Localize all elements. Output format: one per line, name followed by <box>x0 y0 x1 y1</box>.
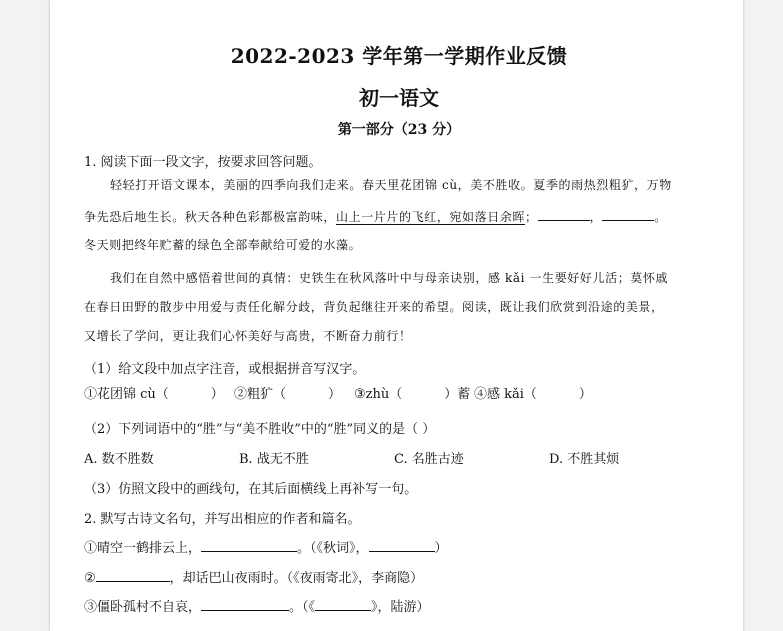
passage-1-line-1: 轻轻打开语文课本，美丽的四季向我们走来。春天里花团锦 cù，美不胜收。夏季的雨热烈粗犷，万物 <box>110 178 672 192</box>
sub1-item-3: ③zhù（ ）蓄 <box>354 387 471 402</box>
underlined-sentence: 山上一片片的飞红，宛如落日余晖 <box>336 210 526 224</box>
section-heading: 第一部分（23 分） <box>337 122 461 138</box>
document-subtitle: 初一语文 <box>359 86 439 110</box>
passage-punct: ， <box>589 210 603 224</box>
document-page <box>50 0 743 631</box>
passage-1-line-2 <box>84 208 667 225</box>
passage-2-line-1: 我们在自然中感悟着世间的真情：史铁生在秋风落叶中与母亲诀别，感 kǎi 一生要好好儿活；莫怀戚 <box>110 271 669 285</box>
answer-blank[interactable] <box>96 569 170 582</box>
option-b[interactable]: B. 战无不胜 <box>239 452 309 467</box>
q1-prompt: 1. 阅读下面一段文字，按要求回答问题。 <box>84 155 322 170</box>
sub1-item-4: ④感 kǎi（ ） <box>474 387 592 402</box>
answer-blank[interactable] <box>538 208 590 221</box>
q2-line-1: ①晴空一鹤排云上， 。（《秋词》， ） <box>84 541 448 556</box>
q1-sub1-prompt: （1）给文段中加点字注音，或根据拼音写汉字。 <box>84 362 366 377</box>
option-c[interactable]: C. 名胜古迹 <box>394 452 464 467</box>
answer-blank[interactable] <box>602 208 654 221</box>
passage-2-line-3: 又增长了学问，更让我们心怀美好与高贵，不断奋力前行！ <box>84 329 412 343</box>
document-title: 2022-2023 学年第一学期作业反馈 <box>230 44 568 68</box>
answer-blank[interactable] <box>315 598 371 611</box>
passage-punct: ； <box>525 210 538 224</box>
q1-sub3-prompt: （3）仿照文段中的画线句，在其后面横线上再补写一句。 <box>84 482 418 497</box>
q2-line-2: ② ，却话巴山夜雨时。（《夜雨寄北》，李商隐） <box>84 571 424 586</box>
sub1-item-1: ①花团锦 cù（ ） <box>84 387 224 402</box>
sub1-item-2: ②粗犷（ ） <box>234 387 342 402</box>
q1-sub2-prompt: （2）下列词语中的“胜”与“美不胜收”中的“胜”同义的是（ ） <box>84 422 436 437</box>
option-a[interactable]: A. 数不胜数 <box>84 452 154 467</box>
q2-line-3: ③僵卧孤村不自哀， 。（《 》，陆游） <box>84 600 430 615</box>
answer-blank[interactable] <box>369 539 435 552</box>
option-d[interactable]: D. 不胜其烦 <box>549 452 620 467</box>
passage-1-line-3: 冬天则把终年贮蓄的绿色全部奉献给可爱的水藻。 <box>84 238 362 252</box>
answer-blank[interactable] <box>201 539 297 552</box>
q2-prompt: 2. 默写古诗文名句，并写出相应的作者和篇名。 <box>84 512 361 527</box>
answer-blank[interactable] <box>201 598 289 611</box>
passage-2-line-2: 在春日田野的散步中用爱与责任化解分歧，背负起继往开来的希望。阅读，既让我们欣赏到沿途的美景， <box>84 300 664 314</box>
passage-text: 争先恐后地生长。秋天各种色彩都极富韵味， <box>84 210 337 224</box>
passage-punct: 。 <box>654 210 667 224</box>
